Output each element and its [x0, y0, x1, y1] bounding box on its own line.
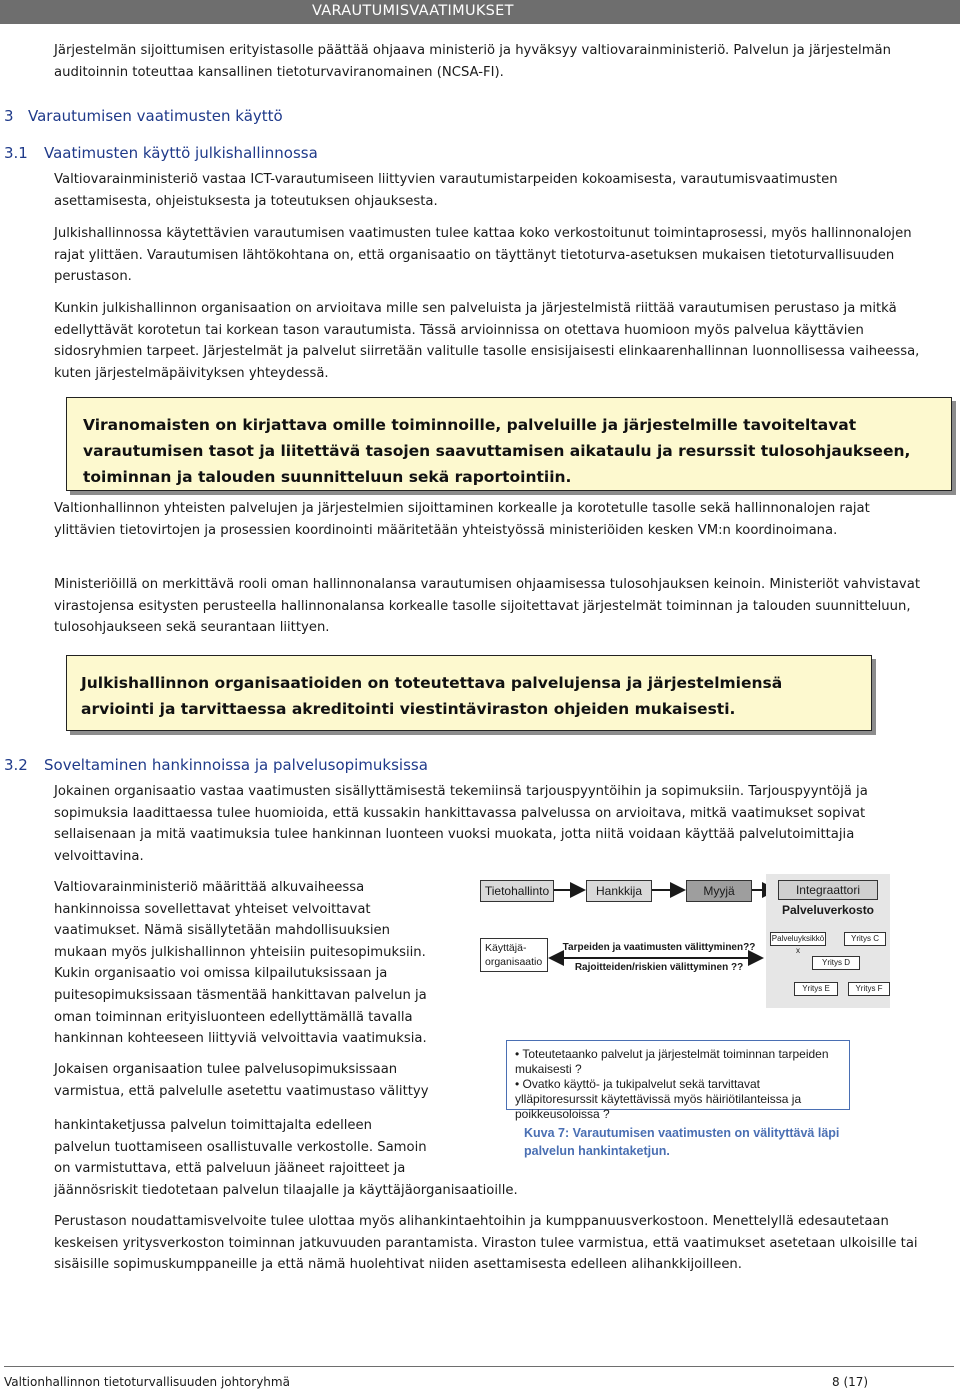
section-31-number: 3.1: [4, 144, 28, 162]
user-organisation-box: Käyttäjä- organisaatio: [480, 938, 548, 972]
chain-box-hankkija: Hankkija: [586, 880, 652, 902]
section-32-paragraph-2: [54, 877, 474, 1050]
text-line: hankinnoissa sovellettavat yhteiset velvoittavat: [54, 901, 371, 917]
integrator-box: Integraattori: [778, 880, 878, 900]
callout-box-1: [66, 397, 952, 491]
section-31-paragraph-4: Valtionhallinnon yhteisten palvelujen ja järjestelmien sijoittaminen korkealle ja korotetulle tasolle sekä hallinnonalojen rajat ylittävien tietovirtojen ja prosessien koordinointi määritetään yhteistyössä ministeriöiden kesken VM:n koordinoimana.: [54, 501, 870, 538]
section-31-paragraph-5: Ministeriöillä on merkittävä rooli oman hallinnonalansa varautumisen ohjaamisessa tulosohjauksen keinoin. Ministeriöt vahvistavat virastojensa esitysten perusteella hallinnonalansa korkealle tasolle sijoitettavat järjestelmät toiminnan ja talouden suunnitteluun, tulosohjaukseen sekä seurantaan liittyen.: [54, 577, 920, 636]
intro-paragraph: Järjestelmän sijoittumisen erityistasolle päättää ohjaava ministeriö ja hyväksyy valtiovarainministeriö. Palvelun ja järjestelmän auditoinnin toteuttaa kansallinen tietoturvaviranomainen (NCSA-FI).: [54, 43, 891, 80]
text-line: Valtiovarainministeriö määrittää alkuvaiheessa: [54, 880, 365, 895]
section-32-paragraph-1: Jokainen organisaatio vastaa vaatimusten sisällyttämisestä tekemiinsä tarjouspyyntöihin ja sopimuksiin. Tarjouspyyntöjä ja sopimuksia laadittaessa tulee huomioida, että kussakin hankittavassa palvelussa on arvioitava, mitkä vaatimukset sopivat sellaisenaan ja mitä vaatimuksia tulee hankinnan luonteen vuoksi muokata, jotta niitä voidaan käyttää palvelutoimittajia velvoittavina.: [54, 784, 868, 864]
network-node-yritys-f: Yritys F: [848, 982, 890, 996]
question-bullet: • Toteutetaanko palvelut ja järjestelmät toiminnan tarpeiden mukaisesti ?: [515, 1047, 829, 1076]
chain-box-tietohallinto: Tietohallinto: [480, 880, 554, 902]
section-31-heading: [4, 143, 874, 163]
text-line: varmistua, että palvelulle asetettu vaatimustaso välittyy: [54, 1083, 429, 1099]
callout-1-text: Viranomaisten on kirjattava omille toiminnoille, palveluille ja järjestelmille tavoiteltavat varautumisen tasot ja liitettävä tasojen saavuttamisen aikataulu ja resurssit tulosohjaukseen, toiminnan ja talouden suunnitteluun sekä raportointiin.: [83, 416, 911, 486]
section-32-paragraph-5: Perustason noudattamisvelvoite tulee ulottaa myös alihankintaehtoihin ja kumppanuusverkostoon. Menettelyllä edesautetaan keskeisen yritysverkoston toiminnan jatkuvuuden parantamista. Viraston tulee varmistua, että vaatimukset asetetaan ulkoisille tai sisäisille sopimuskumppaneille ja että nämä huolehtivat niiden asettamisesta edelleen alihankkijoilleen.: [54, 1214, 918, 1273]
risks-label: Rajoitteiden/riskien välittyminen ??: [574, 962, 744, 973]
text-line: vaatimukset. Nämä sisällytetään mahdollisuuksien: [54, 923, 390, 939]
section-3-title: Varautumisen vaatimusten käyttö: [28, 107, 283, 125]
section-32-heading: [4, 755, 874, 775]
document-title: VARAUTUMISVAATIMUKSET: [312, 3, 514, 19]
text-line: hankintaketjussa palvelun toimittajalta edelleen: [54, 1118, 372, 1133]
network-node-yritys-c: Yritys C: [844, 932, 886, 946]
section-31-paragraph-3: Kunkin julkishallinnon organisaation on arvioitava mille sen palveluista ja järjestelmistä riittää varautumisen perustaso ja mitkä edellyttävät korotetun tai korkean tason varautumista. Tässä arvioinnissa on otettava huomioon myös palvelua käyttävien sidosryhmien tarpeet. Järjestelmät ja palvelut siirretään valitulle tasolle ensisijaisesti elinkaarenhallinnan luonnollisessa vaiheessa, kuten järjestelmäpäivityksen yhteydessä.: [54, 301, 920, 381]
section-31-title: Vaatimusten käyttö julkishallinnossa: [44, 144, 318, 162]
section-3-number: 3: [4, 107, 14, 125]
section-32-number: 3.2: [4, 756, 28, 774]
text-line: Kukin organisaatio voi omissa kilpailutuksissaan ja: [54, 966, 388, 982]
network-title: Palveluverkosto: [781, 903, 875, 917]
text-line: palvelun tuottamiseen osallistuvalle verkostolle. Samoin: [54, 1139, 427, 1155]
text-line: on varmistuttava, että palveluun jääneet rajoitteet ja: [54, 1161, 406, 1177]
text-line: puitesopimuksissaan täsmentää hankittavan palvelun ja: [54, 987, 427, 1003]
questions-box: [506, 1040, 850, 1121]
section-32-paragraph-3: [54, 1059, 474, 1102]
text-line: jäännösriskit tiedotetaan palvelun tilaajalle ja käyttäjäorganisaatioille.: [54, 1182, 518, 1198]
section-31-paragraph-2: Julkishallinnossa käytettävien varautumisen vaatimusten tulee kattaa koko verkostoitunut toimintaprosessi, myös hallinnonalojen rajat ylittäen. Varautumisen lähtökohtana on, että organisaatio on täyttänyt tietoturva-asetuksen mukaisen tietoturvallisuuden perustason.: [54, 226, 912, 285]
procurement-chain-diagram: [476, 868, 896, 1168]
text-line: hankinnan kohteeseen liittyviä velvoittavia vaatimuksia.: [54, 1031, 427, 1047]
chain-box-myyja: Myyjä: [686, 880, 752, 902]
section-32-title: Soveltaminen hankinnoissa ja palvelusopimuksissa: [44, 756, 428, 774]
footer-org: Valtionhallinnon tietoturvallisuuden johtoryhmä: [4, 1375, 290, 1389]
question-bullet: • Ovatko käyttö- ja tukipalvelut sekä tarvittavat ylläpitoresurssit käytettävissä myös häiriötilanteissa ja poikkeusoloissa ?: [515, 1077, 802, 1121]
text-line: Jokaisen organisaation tulee palvelusopimuksissaan: [54, 1062, 398, 1077]
section-3-heading: [4, 106, 874, 126]
text-line: oman toiminnan erityisluonteen edellyttämällä tavalla: [54, 1009, 413, 1025]
callout-2-text: Julkishallinnon organisaatioiden on toteutettava palvelujensa ja järjestelmiensä arviointi ja tarvittaessa akreditointi viestintäviraston ohjeiden mukaisesti.: [81, 674, 783, 718]
section-31-paragraph-1: Valtiovarainministeriö vastaa ICT-varautumiseen liittyvien varautumistarpeiden kokoamisesta, varautumisvaatimusten asettamisesta, ohjeistuksesta ja toteutuksen ohjauksesta.: [54, 172, 838, 209]
footer-page-number: 8 (17): [832, 1375, 869, 1389]
network-node-yritys-d: Yritys D: [812, 956, 860, 970]
figure-caption: Kuva 7: Varautumisen vaatimusten on välityttävä läpi palvelun hankintaketjun.: [524, 1126, 840, 1158]
footer-divider: [4, 1366, 954, 1367]
network-node-yritys-e: Yritys E: [794, 982, 838, 996]
demands-label: Tarpeiden ja vaatimusten välittyminen??: [562, 942, 756, 953]
network-node-palveluyksikko: Palveluyksikkö x: [771, 934, 825, 955]
text-line: mukaan myös julkishallinnon yhteisiin puitesopimuksiin.: [54, 944, 426, 960]
callout-box-2: [66, 655, 872, 731]
